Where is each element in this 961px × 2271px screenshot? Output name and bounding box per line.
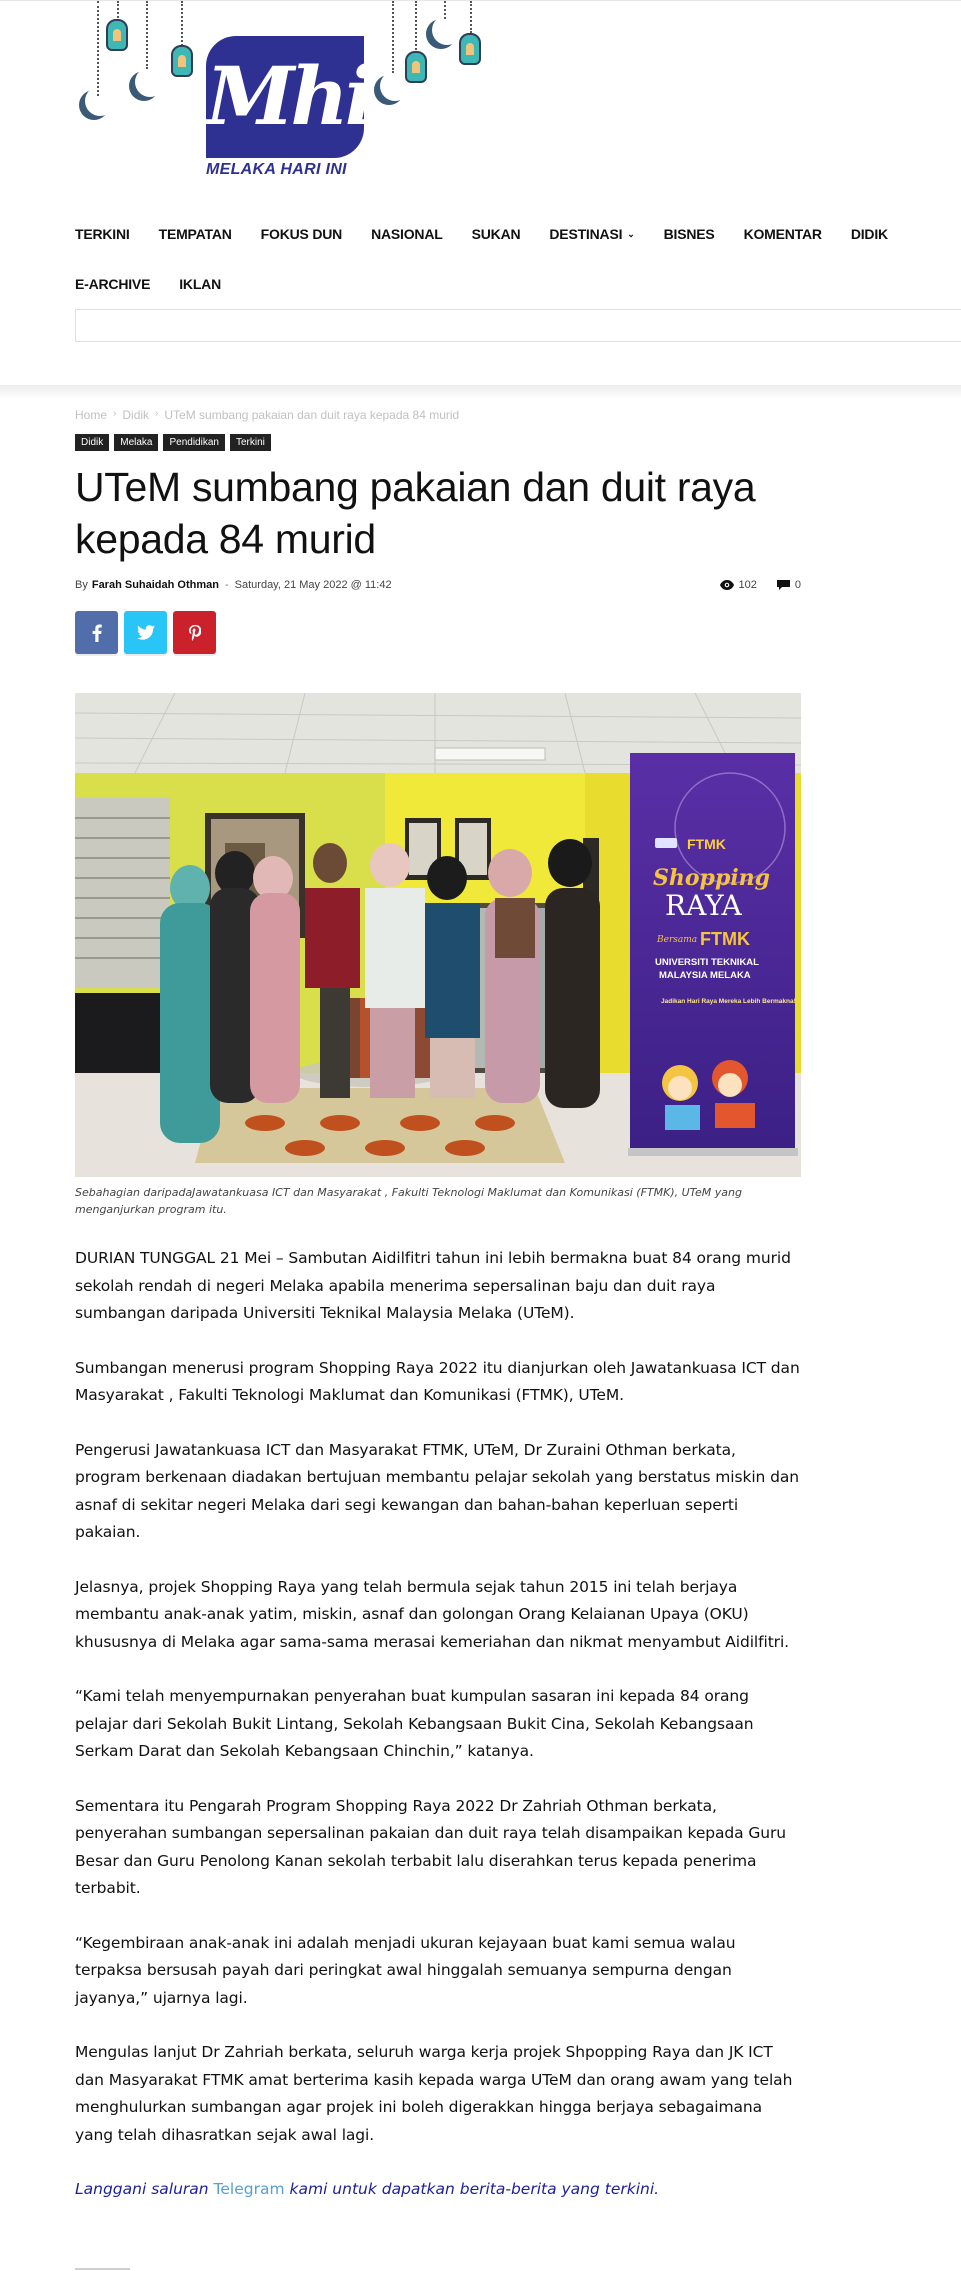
nav-row-1 — [75, 219, 961, 249]
svg-text:Jadikan Hari Raya Mereka Lebih: Jadikan Hari Raya Mereka Lebih Bermakna! — [661, 998, 796, 1005]
svg-text:FTMK: FTMK — [687, 836, 726, 852]
main-navigation — [75, 219, 961, 299]
tag-pendidikan[interactable]: Pendidikan — [163, 434, 224, 451]
nav-item-tempatan[interactable]: TEMPATAN — [158, 226, 232, 242]
svg-text:MALAYSIA MELAKA: MALAYSIA MELAKA — [659, 970, 751, 981]
crescent-moon-icon — [135, 67, 165, 97]
article-paragraph: Jelasnya, projek Shopping Raya yang telah bermula sejak tahun 2015 ini telah berjaya membantu anak-anak yatim, miskin, asnaf dan golongan Orang Kelaianan Upaya (OKU) khususnya di Melaka agar sama-sama merasai kemeriahan dan nikmat menyambut Aidilfitri. — [75, 1577, 789, 1651]
site-logo[interactable] — [75, 1, 485, 191]
nav-item-fokus-dun[interactable]: FOKUS DUN — [260, 226, 343, 242]
lantern-string-decoration — [181, 1, 183, 46]
crescent-moon-icon — [85, 86, 115, 116]
lantern-icon — [405, 51, 427, 83]
article-body — [75, 1245, 801, 2203]
logo-text: Mhi — [206, 49, 372, 143]
lantern-icon — [171, 45, 193, 77]
lantern-string-decoration — [415, 1, 417, 53]
lantern-icon — [106, 19, 128, 51]
meta-separator: - — [224, 579, 229, 591]
comment-icon — [777, 580, 790, 591]
section-divider — [75, 2268, 130, 2270]
article-paragraph: Mengulas lanjut Dr Zahriah berkata, seluruh warga kerja projek Shpopping Raya dan JK ICT dan Masyarakat FTMK amat berterima kasih kepada warga UTeM dan orang awam yang telah menghulurkan sumbangan agar projek ini boleh digerakkan hingga berjaya sebagaimana yang telah dihasratkan sejak awal lagi. — [75, 2043, 793, 2144]
nav-item-bisnes[interactable]: BISNES — [663, 226, 715, 242]
tag-melaka[interactable]: Melaka — [114, 434, 158, 451]
share-buttons — [75, 611, 801, 654]
lantern-string-decoration — [97, 1, 99, 96]
author-link[interactable]: Farah Suhaidah Othman — [91, 579, 219, 591]
breadcrumb-separator: › — [155, 408, 159, 419]
article-photo — [75, 693, 801, 1177]
article-meta — [75, 577, 801, 593]
svg-text:UNIVERSITI TEKNIKAL: UNIVERSITI TEKNIKAL — [655, 957, 759, 968]
nav-item-sukan[interactable]: SUKAN — [471, 226, 521, 242]
share-facebook-button[interactable] — [75, 611, 118, 654]
breadcrumb — [75, 408, 801, 424]
nav-item-iklan[interactable]: IKLAN — [179, 276, 221, 292]
tag-didik[interactable]: Didik — [75, 434, 109, 451]
publish-date: Saturday, 21 May 2022 @ 11:42 — [234, 579, 392, 591]
views-count — [720, 579, 757, 591]
facebook-icon — [92, 624, 102, 642]
header-divider — [0, 385, 961, 399]
article-paragraph: Sumbangan menerusi program Shopping Raya 2022 itu dianjurkan oleh Jawatankuasa ICT dan Masyarakat , Fakulti Teknologi Maklumat dan Komunikasi (FTMK), UTeM. — [75, 1358, 800, 1404]
telegram-promo-before: Langgani saluran — [75, 2180, 214, 2198]
lantern-icon — [459, 33, 481, 65]
nav-item-destinasi[interactable] — [549, 226, 634, 242]
article-paragraph: Sementara itu Pengarah Program Shopping Raya 2022 Dr Zahriah Othman berkata, penyerahan sumbangan sepersalinan pakaian dan duit raya telah disampaikan kepada Guru Besar dan Guru Penolong Kanan sekolah terbabit lalu diserahkan terus kepada penerima terbabit. — [75, 1796, 787, 1897]
crescent-moon-icon — [432, 15, 462, 45]
tag-terkini[interactable]: Terkini — [230, 434, 271, 451]
pinterest-icon — [189, 625, 201, 641]
svg-text:Shopping: Shopping — [653, 865, 771, 891]
article-paragraph: “Kegembiraan anak-anak ini adalah menjadi ukuran kejayaan buat kami semua walau terpaksa bersusah payah dari peringkat awal hinggalah semuanya sempurna dengan jayanya,” ujarnya lagi. — [75, 1933, 736, 2007]
nav-item-terkini[interactable]: TERKINI — [75, 226, 130, 242]
nav-item-nasional[interactable]: NASIONAL — [371, 226, 443, 242]
breadcrumb-didik[interactable]: Didik — [122, 408, 150, 422]
share-twitter-button[interactable] — [124, 611, 167, 654]
nav-item-destinasi-label: DESTINASI — [549, 226, 623, 242]
lantern-string-decoration — [392, 1, 394, 73]
article-title: UTeM sumbang pakaian dan duit raya kepada 84 murid — [75, 464, 756, 562]
svg-text:RAYA: RAYA — [665, 889, 742, 922]
chevron-down-icon: ⌄ — [627, 228, 635, 239]
telegram-promo-after: kami untuk dapatkan berita-berita yang terkini. — [284, 2180, 660, 2198]
share-pinterest-button[interactable] — [173, 611, 216, 654]
group-photo-image — [75, 693, 801, 1177]
breadcrumb-current: UTeM sumbang pakaian dan duit raya kepada 84 murid — [164, 408, 460, 422]
article-stats — [720, 579, 801, 591]
comments-count[interactable] — [777, 579, 801, 591]
article-paragraph: Pengerusi Jawatankuasa ICT dan Masyarakat FTMK, UTeM, Dr Zuraini Othman berkata, program berkenaan diadakan bertujuan membantu pelajar sekolah yang berstatus miskin dan asnaf di sekitar negeri Melaka dari segi kewangan dan bahan-bahan keperluan seperti pakaian. — [75, 1440, 799, 1541]
photo-caption: Sebahagian daripadaJawatankuasa ICT dan Masyarakat , Fakulti Teknologi Maklumat dan Komunikasi (FTMK), UTeM yang menganjurkan program itu. — [75, 1186, 742, 1216]
article-paragraph: “Kami telah menyempurnakan penyerahan buat kumpulan sasaran ini kepada 84 orang pelajar dari Sekolah Bukit Lintang, Sekolah Kebangsaan Bukit Cina, Sekolah Kebangsaan Serkam Darat dan Sekolah Kebangsaan Chinchin,” katanya. — [75, 1687, 754, 1760]
comments-value: 0 — [794, 579, 801, 591]
article-paragraph: DURIAN TUNGGAL 21 Mei – Sambutan Aidilfitri tahun ini lebih bermakna buat 84 orang murid sekolah rendah di negeri Melaka apabila menerima sepersalinan baju dan duit raya sumbangan daripada Universiti Teknikal Malaysia Melaka (UTeM). — [75, 1249, 791, 1322]
nav-item-e-archive[interactable]: E-ARCHIVE — [75, 276, 151, 292]
svg-text:FTMK: FTMK — [700, 929, 750, 949]
telegram-link[interactable]: Telegram — [213, 2180, 285, 2198]
by-label: By — [75, 579, 88, 591]
search-input[interactable] — [75, 309, 961, 342]
breadcrumb-separator: › — [113, 408, 117, 419]
lantern-string-decoration — [117, 1, 119, 21]
category-tags — [75, 434, 801, 451]
logo-badge — [206, 36, 372, 158]
eye-icon — [720, 580, 734, 590]
nav-item-didik[interactable]: DIDIK — [850, 226, 888, 242]
nav-item-komentar[interactable]: KOMENTAR — [743, 226, 822, 242]
breadcrumb-home[interactable]: Home — [75, 408, 108, 422]
twitter-icon — [137, 625, 155, 640]
lantern-string-decoration — [470, 1, 472, 33]
views-value: 102 — [738, 579, 757, 591]
lantern-string-decoration — [146, 1, 148, 69]
logo-subtitle: MELAKA HARI INI — [206, 161, 347, 178]
svg-text:Bersama: Bersama — [657, 935, 698, 945]
article — [75, 399, 801, 2203]
nav-row-2 — [75, 269, 961, 299]
telegram-promo — [75, 2176, 801, 2203]
